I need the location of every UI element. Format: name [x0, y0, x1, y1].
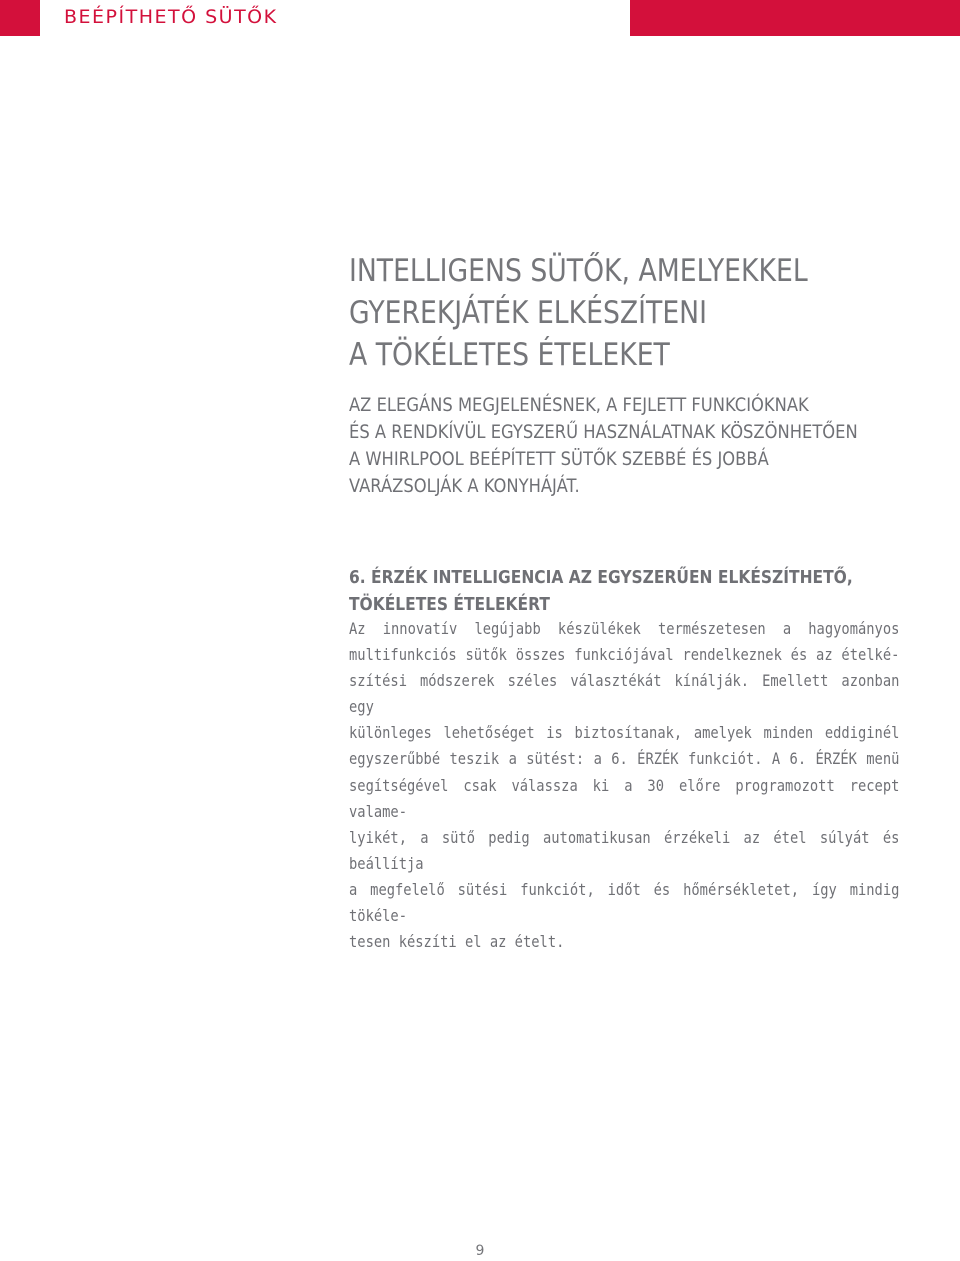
body-line: szítési módszerek széles választékát kínálják. Emellett azonban egy	[349, 671, 900, 717]
body-line: különleges lehetőséget is biztosítanak, amelyek minden eddiginél	[349, 723, 900, 743]
subheadline-line: ÉS A RENDKÍVÜL EGYSZERŰ HASZNÁLATNAK KÖSZÖNHETŐEN	[349, 421, 858, 443]
page-headline	[349, 250, 848, 376]
subheadline-line: AZ ELEGÁNS MEGJELENÉSNEK, A FEJLETT FUNKCIÓKNAK	[349, 394, 809, 416]
headline-line: A TÖKÉLETES ÉTELEKET	[349, 337, 670, 373]
section-heading	[349, 564, 899, 618]
section-heading-line: TÖKÉLETES ÉTELEKÉRT	[349, 594, 550, 615]
section-body	[349, 616, 899, 955]
body-line: egyszerűbbé teszik a sütést: a 6. ÉRZÉK funkciót. A 6. ÉRZÉK menü	[349, 749, 900, 769]
body-line: segítségével csak válassza ki a 30 előre programozott recept valame-	[349, 775, 900, 821]
headline-line: INTELLIGENS SÜTŐK, AMELYEKKEL	[349, 253, 808, 289]
body-line: tesen készíti el az ételt.	[349, 932, 565, 952]
section-heading-line: 6. ÉRZÉK INTELLIGENCIA AZ EGYSZERŰEN ELKÉSZÍTHETŐ,	[349, 567, 853, 588]
subheadline-line: VARÁZSOLJÁK A KONYHÁJÁT.	[349, 475, 580, 497]
body-line: lyikét, a sütő pedig automatikusan érzékeli az étel súlyát és beállítja	[349, 827, 900, 873]
subheadline-line: A WHIRLPOOL BEÉPÍTETT SÜTŐK SZEBBÉ ÉS JOBBÁ	[349, 448, 769, 470]
subheadline	[349, 392, 882, 500]
headline-line: GYEREKJÁTÉK ELKÉSZÍTENI	[349, 295, 707, 331]
page-number: 9	[475, 1243, 485, 1259]
header-accent-block-right	[630, 0, 960, 36]
section-label: BEÉPÍTHETŐ SÜTŐK	[64, 6, 278, 28]
body-line: Az innovatív legújabb készülékek természetesen a hagyományos	[349, 619, 900, 638]
body-line: multifunkciós sütők összes funkciójával rendelkeznek és az ételké-	[349, 645, 900, 665]
body-line: a megfelelő sütési funkciót, időt és hőmérsékletet, így mindig tökéle-	[349, 879, 900, 926]
header-accent-block-left	[0, 0, 40, 36]
